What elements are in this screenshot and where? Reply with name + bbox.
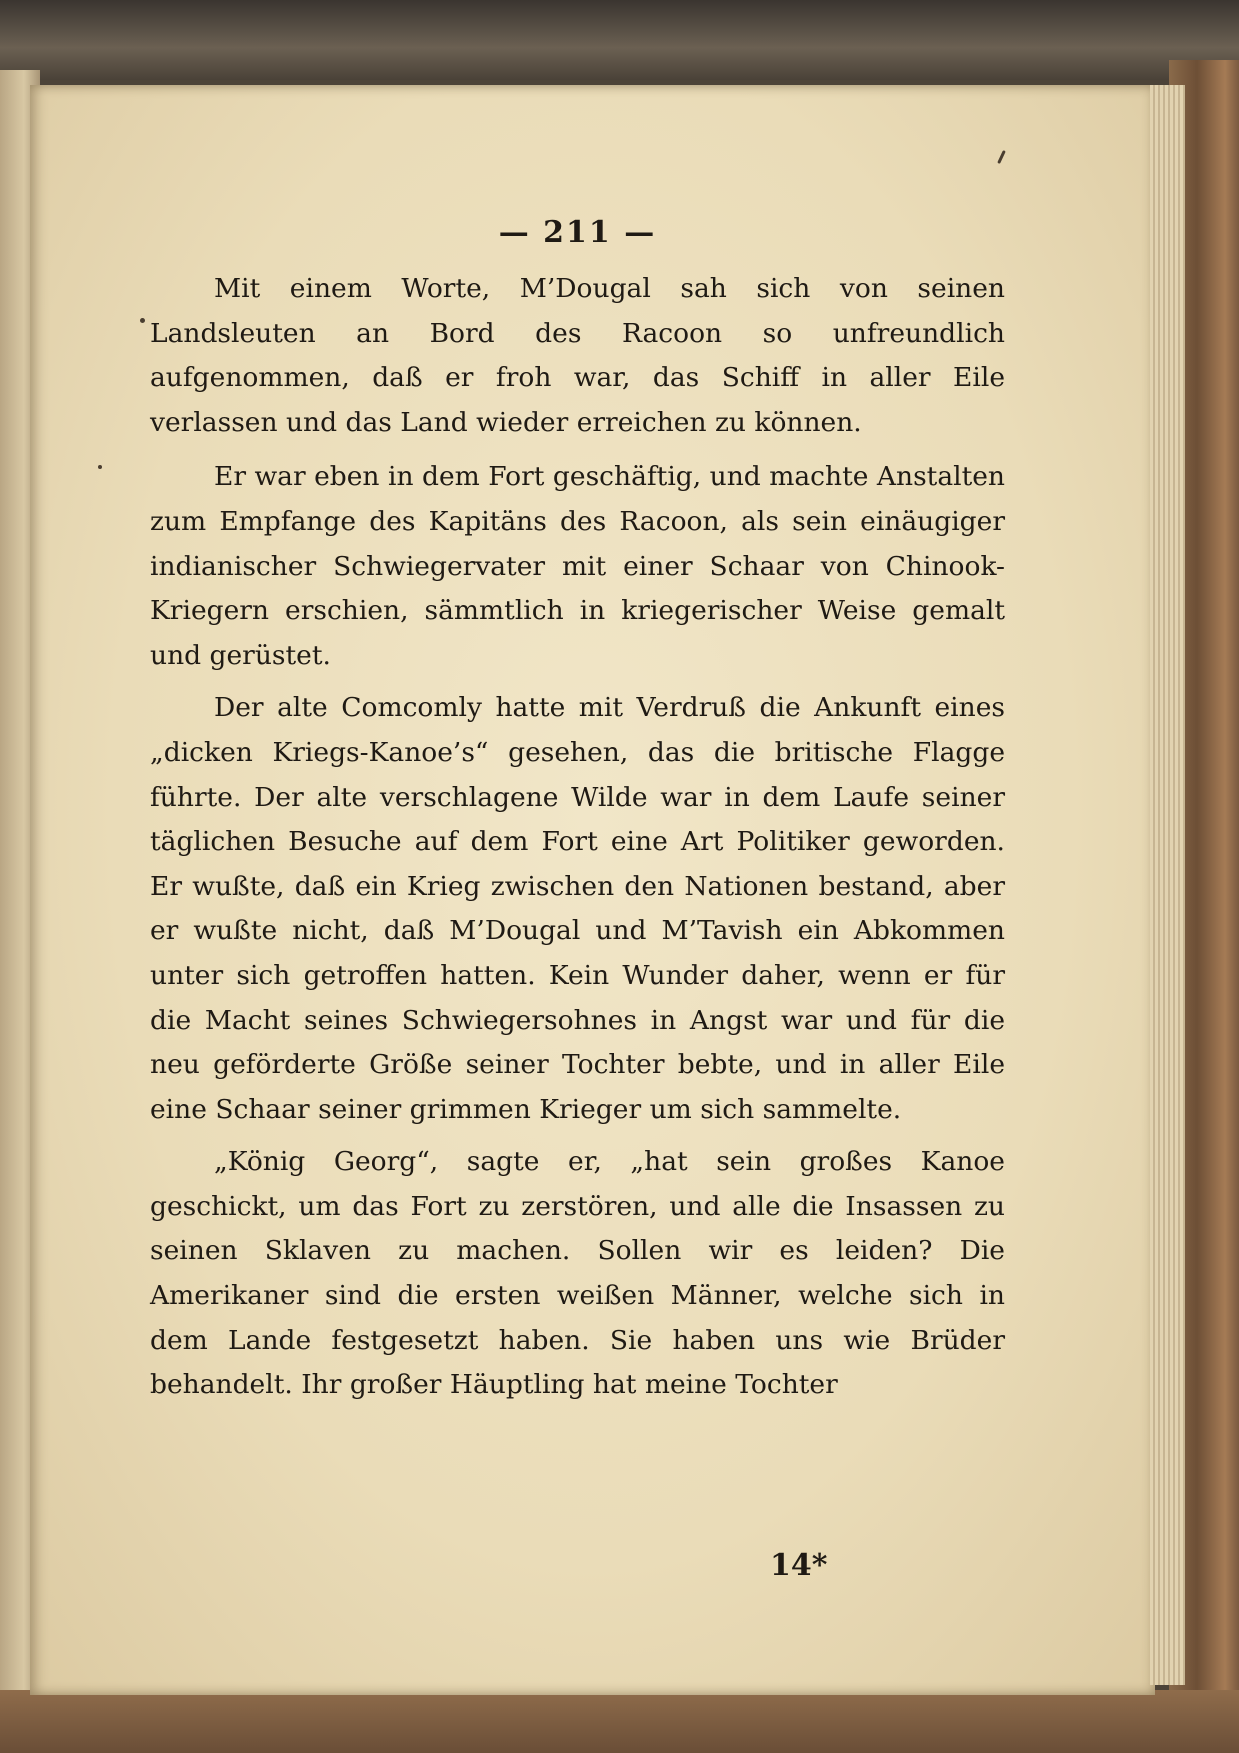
page-text <box>150 205 1005 1416</box>
paper-speck <box>98 465 102 469</box>
paragraph-1: Mit einem Worte, M’Dougal sah sich von seinen Landsleuten an Bord des Racoon so unfreundlich aufgenommen, daß er froh war, das Schiff in aller Eile verlassen und das Land wieder erreichen zu können. <box>150 273 1005 438</box>
page-stack-edge <box>1150 85 1185 1685</box>
paragraph-4: „König Georg“, sagte er, „hat sein großes Kanoe geschickt, um das Fort zu zerstören, und alle die Insassen zu seinen Sklaven zu machen. Sollen wir es leiden? Die Amerikaner sind die ersten weißen Männer, welche sich in dem Lande festgesetzt haben. Sie haben uns wie Brüder behandelt. Ihr großer Häuptling hat meine Tochter <box>150 1146 1005 1401</box>
paragraph-2: Er war eben in dem Fort geschäftig, und machte Anstalten zum Empfange des Kapitäns des Racoon, als sein einäugiger indianischer Schwiegervater mit einer Schaar von Chinook-Kriegern erschien, sämmtlich in kriegerischer Weise gemalt und gerüstet. <box>150 461 1005 671</box>
paper-speck <box>140 318 145 323</box>
scanner-board <box>0 0 1239 80</box>
book-cover-bottom <box>0 1690 1239 1753</box>
paragraph-3: Der alte Comcomly hatte mit Verdruß die Ankunft eines „dicken Kriegs-Kanoe’s“ gesehen, das die britische Flagge führte. Der alte verschlagene Wilde war in dem Laufe seiner täglichen Besuche auf dem Fort eine Art Politiker geworden. Er wußte, daß ein Krieg zwischen den Nationen bestand, aber er wußte nicht, daß M’Dougal und M’Tavish ein Abkommen unter sich getroffen hatten. Kein Wunder daher, wenn er für die Macht seines Schwiegersohnes in Angst war und für die neu geförderte Größe seiner Tochter bebte, und in aller Eile eine Schaar seiner grimmen Krieger um sich sammelte. <box>150 692 1005 1125</box>
page-number: — 211 — <box>498 215 657 250</box>
signature-mark: 14* <box>770 1548 828 1583</box>
